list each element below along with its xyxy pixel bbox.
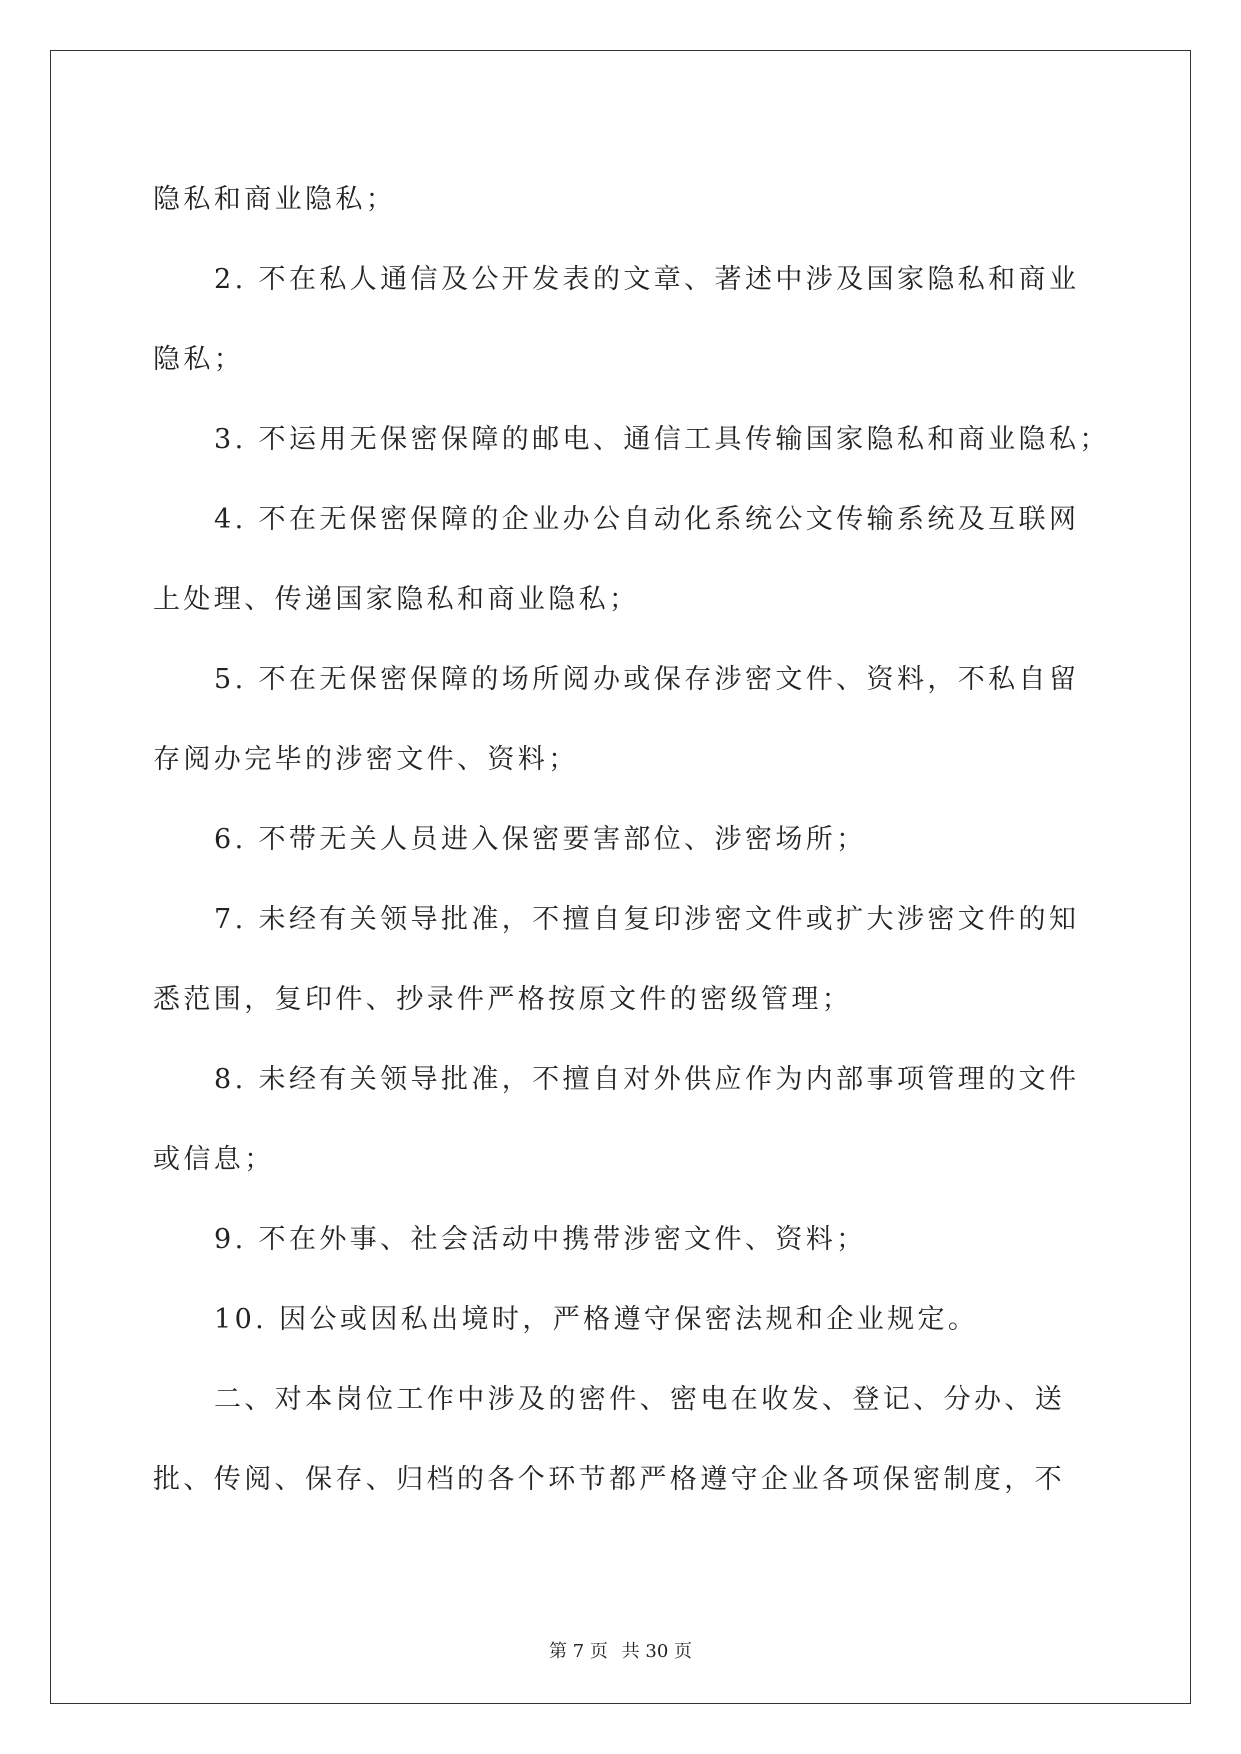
text-line: 7. 未经有关领导批准，不擅自复印涉密文件或扩大涉密文件的知 (214, 904, 1080, 935)
document-body (153, 160, 1110, 1520)
text-line: 6. 不带无关人员进入保密要害部位、涉密场所； (214, 824, 867, 855)
text-line: 2. 不在私人通信及公开发表的文章、著述中涉及国家隐私和商业 (214, 264, 1080, 295)
text-line: 8. 未经有关领导批准，不擅自对外供应作为内部事项管理的文件 (214, 1064, 1080, 1095)
text-line: 隐私； (153, 344, 245, 375)
text-line: 或信息； (153, 1144, 275, 1175)
text-line: 4. 不在无保密保障的企业办公自动化系统公文传输系统及互联网 (214, 504, 1080, 535)
text-line: 存阅办完毕的涉密文件、资料； (153, 744, 579, 775)
text-line: 隐私和商业隐私； (153, 184, 397, 215)
page-footer (0, 1637, 1241, 1663)
text-line: 悉范围，复印件、抄录件严格按原文件的密级管理； (153, 984, 853, 1015)
page-total: 共 30 页 (621, 1641, 692, 1662)
text-line: 3. 不运用无保密保障的邮电、通信工具传输国家隐私和商业隐私； (214, 424, 1110, 455)
text-line: 二、对本岗位工作中涉及的密件、密电在收发、登记、分办、送 (214, 1384, 1066, 1415)
text-line: 9. 不在外事、社会活动中携带涉密文件、资料； (214, 1224, 867, 1255)
text-line: 10. 因公或因私出境时，严格遵守保密法规和企业规定。 (214, 1304, 979, 1335)
text-line: 5. 不在无保密保障的场所阅办或保存涉密文件、资料，不私自留 (214, 664, 1080, 695)
text-line: 上处理、传递国家隐私和商业隐私； (153, 584, 640, 615)
page-number: 第 7 页 (549, 1641, 608, 1662)
text-line: 批、传阅、保存、归档的各个环节都严格遵守企业各项保密制度，不 (153, 1464, 1065, 1495)
